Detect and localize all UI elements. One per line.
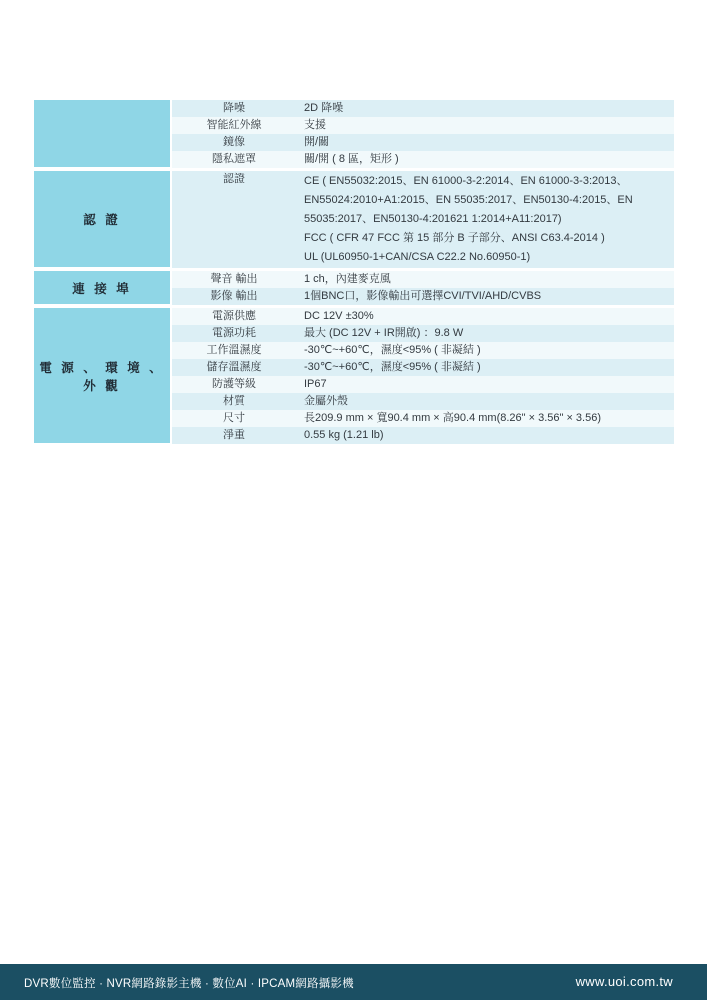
spec-value-line: 開/關 xyxy=(304,136,330,148)
spec-label: 隱私遮罩 xyxy=(171,151,296,168)
spec-row xyxy=(34,171,674,268)
footer-website: www.uoi.com.tw xyxy=(575,974,673,989)
spec-label: 儲存溫濕度 xyxy=(171,359,296,376)
spec-value-line: EN55024:2010+A1:2015、EN 55035:2017、EN50130-4:2015、EN xyxy=(304,194,633,206)
spec-value xyxy=(296,359,674,376)
spec-label: 影像 輸出 xyxy=(171,288,296,305)
spec-table-body xyxy=(34,100,674,444)
spec-value-line: 1個BNC口，影像輸出可選擇CVI/TVI/AHD/CVBS xyxy=(304,290,542,302)
spec-label: 電源功耗 xyxy=(171,325,296,342)
spec-row xyxy=(34,100,674,117)
spec-value xyxy=(296,100,674,117)
spec-value xyxy=(296,325,674,342)
spec-value-line: 關/開 ( 8 區，矩形 ) xyxy=(304,153,399,165)
spec-value-line: FCC ( CFR 47 FCC 第 15 部分 B 子部分、ANSI C63.4-2014 ) xyxy=(304,232,605,244)
spec-value xyxy=(296,134,674,151)
spec-row xyxy=(34,271,674,288)
footer-bar xyxy=(0,964,707,1000)
spec-label: 認證 xyxy=(171,171,296,268)
spec-table xyxy=(34,100,674,445)
spec-label: 防護等級 xyxy=(171,376,296,393)
spec-value xyxy=(296,427,674,444)
footer-product-lines: DVR數位監控 · NVR網路錄影主機 · 數位AI · IPCAM網路攝影機 xyxy=(24,978,354,990)
spec-value-line: -30℃~+60℃，濕度<95% ( 非凝結 ) xyxy=(304,361,481,373)
spec-row xyxy=(34,308,674,325)
spec-label: 尺寸 xyxy=(171,410,296,427)
spec-value-line: -30℃~+60℃，濕度<95% ( 非凝結 ) xyxy=(304,344,481,356)
spec-label: 智能紅外線 xyxy=(171,117,296,134)
spec-value-line: 最大 (DC 12V + IR開啟) ：9.8 W xyxy=(304,327,464,339)
spec-value xyxy=(296,117,674,134)
spec-label: 工作溫濕度 xyxy=(171,342,296,359)
spec-label: 聲音 輸出 xyxy=(171,271,296,288)
spec-value xyxy=(296,393,674,410)
spec-value-line: 0.55 kg (1.21 lb) xyxy=(304,429,384,441)
section-category xyxy=(34,100,171,168)
section-category: 電 源 、 環 境 、 外 觀 xyxy=(34,308,171,444)
spec-value-line: 金屬外殼 xyxy=(304,395,348,407)
spec-label: 淨重 xyxy=(171,427,296,444)
spec-label: 降噪 xyxy=(171,100,296,117)
spec-value-line: DC 12V ±30% xyxy=(304,310,374,322)
spec-value xyxy=(296,171,674,268)
spec-label: 電源供應 xyxy=(171,308,296,325)
spec-value-line: CE ( EN55032:2015、EN 61000-3-2:2014、EN 61000-3-3:2013、 xyxy=(304,175,628,187)
spec-value-line: 2D 降噪 xyxy=(304,102,344,114)
spec-value xyxy=(296,151,674,168)
spec-value-line: UL (UL60950-1+CAN/CSA C22.2 No.60950-1) xyxy=(304,251,531,263)
spec-label: 鏡像 xyxy=(171,134,296,151)
spec-value-line: IP67 xyxy=(304,378,327,390)
spec-value xyxy=(296,410,674,427)
spec-value-line: 長209.9 mm × 寬90.4 mm × 高90.4 mm(8.26" × 3.56" × 3.56) xyxy=(304,412,601,424)
spec-label: 材質 xyxy=(171,393,296,410)
spec-value-line: 55035:2017、EN50130-4:201621 1:2014+A11:2017) xyxy=(304,213,562,225)
section-category: 連 接 埠 xyxy=(34,271,171,305)
section-category: 認 證 xyxy=(34,171,171,268)
spec-value xyxy=(296,271,674,288)
spec-value xyxy=(296,308,674,325)
spec-value xyxy=(296,342,674,359)
spec-value-line: 支援 xyxy=(304,119,326,131)
spec-value-line: 1 ch，內建麥克風 xyxy=(304,273,391,285)
spec-value xyxy=(296,376,674,393)
spec-value xyxy=(296,288,674,305)
